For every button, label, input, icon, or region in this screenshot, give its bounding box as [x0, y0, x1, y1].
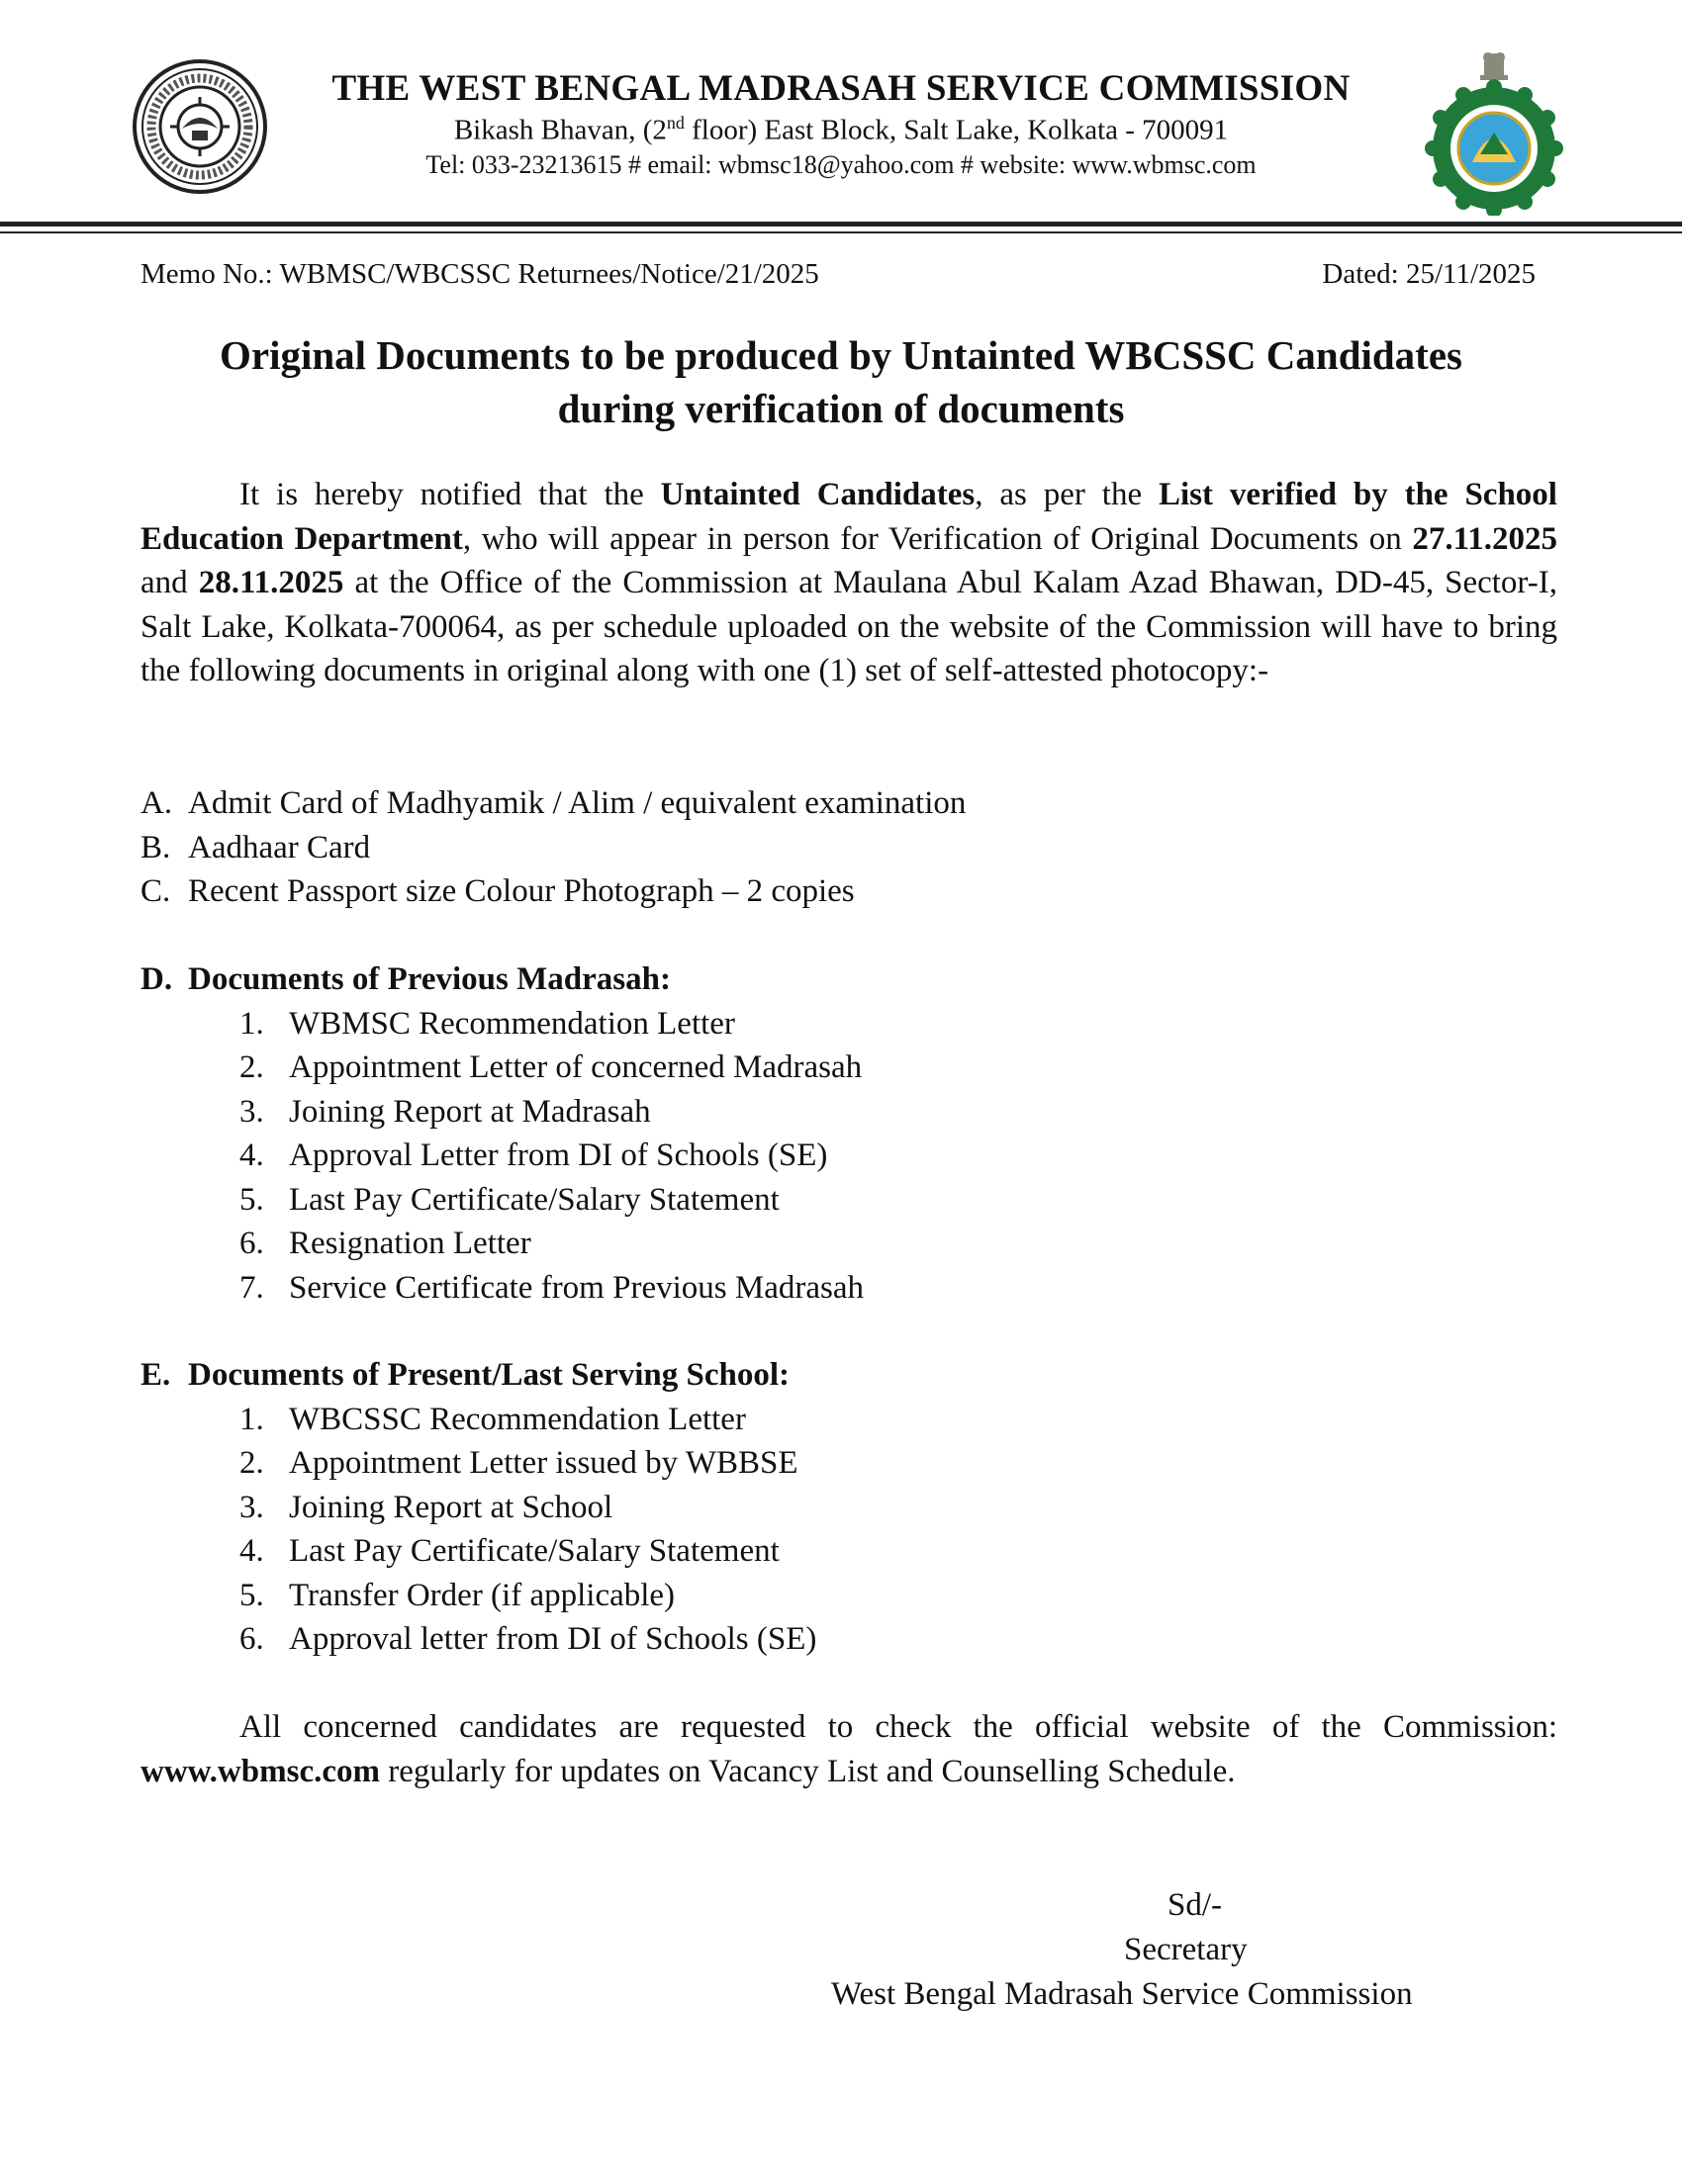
- list-number: 4.: [239, 1533, 264, 1569]
- notice-date: Dated: 25/11/2025: [1322, 258, 1536, 290]
- list-item: [140, 1574, 1526, 1618]
- list-item-text: Recent Passport size Colour Photograph – 2 copies: [188, 873, 855, 909]
- list-item-text: Approval letter from DI of Schools (SE): [289, 1621, 817, 1657]
- website-link[interactable]: www.wbmsc.com: [140, 1753, 380, 1789]
- list-marker: E.: [140, 1357, 171, 1393]
- list-item-text: Aadhaar Card: [188, 829, 371, 865]
- section-heading: [140, 957, 1526, 1002]
- signatory-title: Secretary: [1124, 1932, 1248, 1967]
- header-divider-thick: [0, 222, 1682, 227]
- list-item-text: Appointment Letter of concerned Madrasah: [289, 1049, 863, 1085]
- govt-of-west-bengal-emblem-icon: [1425, 47, 1563, 216]
- intro-text-1: It is hereby notified that the: [239, 477, 661, 512]
- org-address: [287, 113, 1395, 147]
- list-item-text: Transfer Order (if applicable): [289, 1577, 676, 1613]
- intro-paragraph: [140, 473, 1557, 693]
- list-item-text: Appointment Letter issued by WBBSE: [289, 1445, 798, 1481]
- list-marker: A.: [140, 785, 173, 821]
- list-number: 3.: [239, 1093, 264, 1130]
- list-item: [140, 1398, 1526, 1442]
- intro-bold-date-1: 27.11.2025: [1412, 520, 1557, 557]
- list-marker: B.: [140, 829, 171, 865]
- intro-bold-date-2: 28.11.2025: [198, 565, 344, 600]
- list-item: [140, 1046, 1526, 1090]
- section-heading-text: Documents of Previous Madrasah:: [188, 961, 671, 997]
- list-item: [140, 1090, 1526, 1135]
- memo-number: Memo No.: WBMSC/WBCSSC Returnees/Notice/21/2025: [140, 258, 819, 290]
- intro-text-2: , as per the: [975, 477, 1159, 512]
- list-item: [140, 869, 1526, 914]
- list-number: 1.: [239, 1401, 264, 1437]
- signature-sd: Sd/-: [1168, 1887, 1223, 1923]
- list-marker: C.: [140, 873, 171, 909]
- intro-text-3: , who will appear in person for Verification of Original Documents on: [462, 520, 1413, 557]
- list-item-text: WBCSSC Recommendation Letter: [289, 1401, 746, 1437]
- list-marker: D.: [140, 961, 173, 997]
- list-item-text: Resignation Letter: [289, 1226, 531, 1261]
- list-number: 2.: [239, 1445, 264, 1481]
- list-item-text: Admit Card of Madhyamik / Alim / equivalent examination: [188, 785, 967, 821]
- notice-title: [129, 328, 1553, 435]
- list-number: 5.: [239, 1181, 264, 1218]
- intro-bold-list: List verified by the School Education Department: [140, 477, 1557, 557]
- list-item-text: Last Pay Certificate/Salary Statement: [289, 1533, 780, 1569]
- list-item-text: Approval Letter from DI of Schools (SE): [289, 1138, 828, 1173]
- list-number: 7.: [239, 1269, 264, 1306]
- list-item: [140, 1002, 1526, 1046]
- section-heading-text: Documents of Present/Last Serving School:: [188, 1357, 791, 1393]
- section-present-school: [140, 1353, 1526, 1662]
- intro-text-5: at the Office of the Commission at Maulana Abul Kalam Azad Bhawan, DD-45, Sector-I, Salt Lake, Kolkata-700064, as per schedule uploaded on the website of the Commission will have to bring the following documents in original along with one (1) set of self-attested photocopy:-: [140, 565, 1557, 688]
- list-item: [140, 1529, 1526, 1574]
- list-item: [140, 1441, 1526, 1486]
- closing-paragraph: [140, 1705, 1557, 1793]
- list-item: [140, 1134, 1526, 1178]
- list-item: [140, 1266, 1526, 1311]
- list-item: [140, 1486, 1526, 1530]
- list-number: 4.: [239, 1138, 264, 1173]
- list-number: 6.: [239, 1226, 264, 1261]
- section-heading: [140, 1353, 1526, 1398]
- intro-bold-candidates: Untainted Candidates: [660, 477, 976, 512]
- list-number: 1.: [239, 1005, 264, 1042]
- list-number: 2.: [239, 1049, 264, 1085]
- list-item: [140, 1222, 1526, 1266]
- list-item-text: Service Certificate from Previous Madrasah: [289, 1269, 864, 1306]
- signatory-org: West Bengal Madrasah Service Commission: [831, 1976, 1413, 2012]
- closing-text-1: All concerned candidates are requested to check the official website of the Commission:: [239, 1709, 1557, 1745]
- list-item-text: WBMSC Recommendation Letter: [289, 1005, 735, 1042]
- address-prefix: Bikash Bhavan, (2: [453, 114, 667, 146]
- list-item-text: Joining Report at School: [289, 1489, 613, 1525]
- list-item: [140, 781, 1526, 826]
- header-divider-thin: [0, 231, 1682, 233]
- list-item-text: Last Pay Certificate/Salary Statement: [289, 1181, 780, 1218]
- list-item: [140, 826, 1526, 870]
- list-number: 3.: [239, 1489, 264, 1525]
- closing-text-2: regularly for updates on Vacancy List and Counselling Schedule.: [379, 1753, 1236, 1789]
- list-item-text: Joining Report at Madrasah: [289, 1093, 651, 1130]
- org-contact: Tel: 033-23213615 # email: wbmsc18@yahoo.com # website: www.wbmsc.com: [425, 150, 1257, 179]
- address-superscript: nd: [666, 113, 685, 133]
- address-suffix: floor) East Block, Salt Lake, Kolkata - 700091: [684, 114, 1229, 146]
- title-line-2: during verification of documents: [557, 386, 1125, 431]
- org-name: THE WEST BENGAL MADRASAH SERVICE COMMISSION: [331, 68, 1351, 109]
- section-previous-madrasah: [140, 957, 1526, 1310]
- title-line-1: Original Documents to be produced by Untainted WBCSSC Candidates: [219, 332, 1462, 378]
- list-item: [140, 1617, 1526, 1662]
- list-item: [140, 1178, 1526, 1223]
- madrasah-commission-seal-icon: [131, 57, 269, 196]
- intro-text-4: and: [140, 565, 199, 600]
- list-number: 6.: [239, 1621, 264, 1657]
- list-number: 5.: [239, 1577, 264, 1613]
- document-list-abc: [140, 781, 1526, 914]
